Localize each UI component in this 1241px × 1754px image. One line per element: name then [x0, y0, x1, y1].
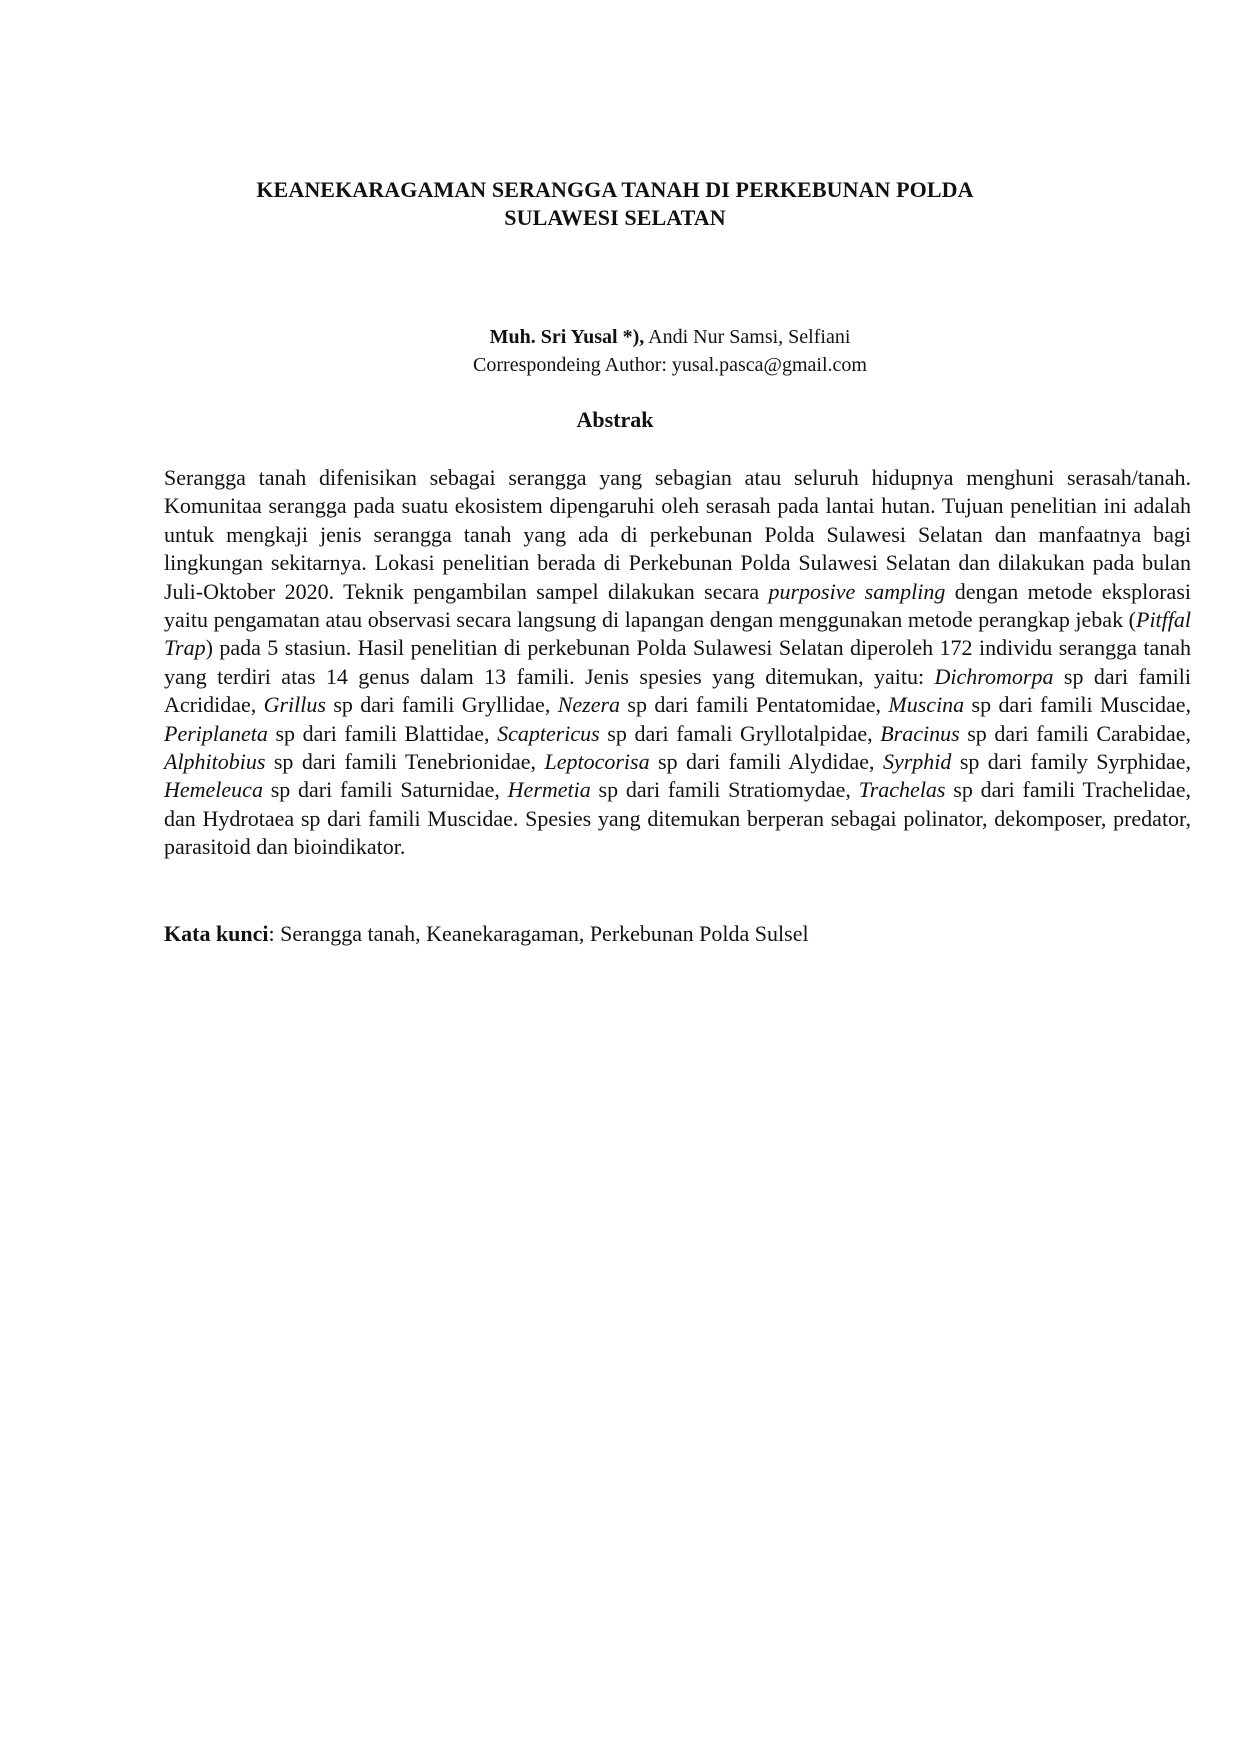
author-line: [410, 323, 930, 351]
abstract-text: sp dari famili Muscidae,: [964, 692, 1191, 718]
species-name: Scaptericus: [497, 720, 600, 746]
species-name: Hermetia: [507, 777, 591, 803]
abstract-text: sp dari famili Tenebrionidae,: [265, 749, 545, 775]
abstract-text: sp dari famili Carabidae,: [959, 720, 1191, 746]
species-name: Hemeleuca: [164, 777, 263, 803]
abstract-body: [164, 464, 1191, 862]
species-name: Leptocorisa: [544, 749, 650, 775]
abstract-text: sp dari famili Trachelidae, dan Hydrotaea sp dari famili Muscidae. Spesies yang ditemukan berperan sebagai polinator, dekomposer, predator, parasitoid dan bioindikator.: [164, 777, 1192, 860]
paper-title-line-2: SULAWESI SELATAN: [504, 205, 726, 230]
species-name: Bracinus: [880, 720, 960, 746]
species-name: Syrphid: [882, 749, 952, 775]
species-name: Muscina: [888, 692, 965, 718]
abstract-text: dengan metode eksplorasi yaitu pengamatan atau observasi secara langsung di lapangan dengan menggunakan metode perangkap jebak (: [164, 578, 1191, 633]
keywords: [164, 920, 1164, 948]
paper-title-line-1: KEANEKARAGAMAN SERANGGA TANAH DI PERKEBUNAN POLDA: [256, 177, 974, 202]
abstract-text: sp dari famali Gryllotalpidae,: [599, 720, 881, 746]
co-authors: Andi Nur Samsi, Selfiani: [648, 326, 851, 348]
abstract-text: sp dari famili Stratiomydae,: [590, 777, 859, 803]
species-name: Alphitobius: [164, 749, 266, 775]
species-name: Nezera: [557, 692, 621, 718]
species-name: Grillus: [263, 692, 326, 718]
species-name: Trachelas: [858, 777, 946, 803]
species-name: Periplaneta: [164, 720, 268, 746]
abstract-text: ) pada 5 stasiun. Hasil penelitian di perkebunan Polda Sulawesi Selatan diperoleh 172 individu serangga tanah yang terdiri atas 14 genus dalam 13 famili. Jenis spesies yang ditemukan, yaitu:: [164, 635, 1191, 689]
abstract-text: sp dari famili Blattidae,: [267, 720, 498, 746]
lead-author: Muh. Sri Yusal *),: [489, 326, 645, 348]
abstract-text: sp dari famili Alydidae,: [649, 749, 883, 775]
corresponding-author: Correspondeing Author: yusal.pasca@gmail.com: [473, 354, 867, 376]
keywords-text: : Serangga tanah, Keanekaragaman, Perkebunan Polda Sulsel: [268, 921, 809, 946]
abstract-text: sp dari famili Acrididae,: [164, 663, 1191, 718]
paper-title: [165, 176, 1065, 232]
abstract-text: sp dari famili Saturnidae,: [262, 777, 508, 803]
italic-term: purposive sampling: [768, 578, 946, 604]
author-block: [410, 323, 930, 379]
abstract-text: sp dari famili Gryllidae,: [325, 692, 558, 718]
species-name: Dichromorpa: [934, 663, 1054, 689]
abstract-heading: Abstrak: [576, 407, 654, 432]
abstract-text: sp dari family Syrphidae,: [951, 749, 1191, 775]
abstract-text: Serangga tanah difenisikan sebagai serangga yang sebagian atau seluruh hidupnya menghuni serasah/tanah. Komunitaa serangga pada suatu ekosistem dipengaruhi oleh serasah pada lantai hutan. Tujuan penelitian ini adalah untuk mengkaji jenis serangga tanah yang ada di perkebunan Polda Sulawesi Selatan dan manfaatnya bagi lingkungan sekitarnya. Lokasi penelitian berada di Perkebunan Polda Sulawesi Selatan dan dilakukan pada bulan Juli-Oktober 2020. Teknik pengambilan sampel dilakukan secara: [164, 465, 1191, 604]
abstract-text: sp dari famili Pentatomidae,: [620, 692, 889, 718]
italic-term: Pitffal Trap: [164, 607, 1191, 661]
keywords-label: Kata kunci: [164, 921, 269, 946]
